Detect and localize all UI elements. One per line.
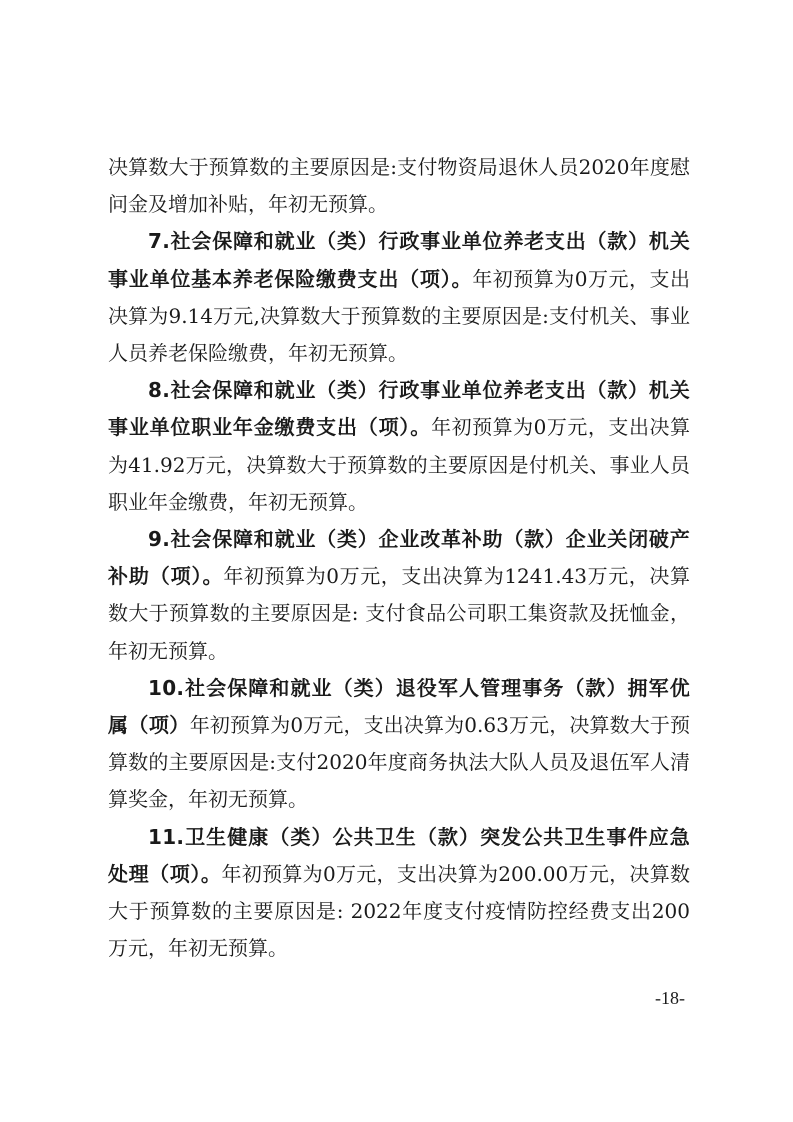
paragraph-item-7 [108, 223, 690, 372]
paragraph-item-11 [108, 819, 690, 968]
paragraph-heading: 11.卫生健康（类）公共卫生（款）突发公共卫生事件应急处理（项）。 [108, 824, 690, 886]
paragraph-text: 年初预算为0万元，支出决算为1241.43万元，决算数大于预算数的主要原因是: 支付食品公司职工集资款及抚恤金，年初无预算。 [108, 564, 690, 663]
paragraph-item-10 [108, 670, 690, 819]
document-body [108, 149, 690, 967]
paragraph-continuation [108, 149, 690, 223]
paragraph-item-9 [108, 521, 690, 670]
paragraph-heading: 7.社会保障和就业（类）行政事业单位养老支出（款）机关事业单位基本养老保险缴费支出（项）。 [108, 229, 690, 291]
paragraph-text: 年初预算为0万元，支出决算为9.14万元,决算数大于预算数的主要原因是:支付机关、事业人员养老保险缴费，年初无预算。 [108, 266, 690, 366]
page-number: -18- [655, 988, 685, 1008]
paragraph-heading: 10.社会保障和就业（类）退役军人管理事务（款）拥军优属（项） [108, 675, 690, 738]
paragraph-heading: 9.社会保障和就业（类）企业改革补助（款）企业关闭破产补助（项）。 [108, 527, 690, 589]
paragraph-text: 年初预算为0万元，支出决算为200.00万元，决算数大于预算数的主要原因是: 2022年度支付疫情防控经费支出200万元，年初无预算。 [108, 861, 690, 961]
paragraph-text: 决算数大于预算数的主要原因是:支付物资局退休人员2020年度慰问金及增加补贴，年初无预算。 [108, 155, 690, 217]
paragraph-text: 年初预算为0万元，支出决算为41.92万元，决算数大于预算数的主要原因是付机关、事业人员职业年金缴费，年初无预算。 [108, 415, 690, 514]
paragraph-text: 年初预算为0万元，支出决算为0.63万元，决算数大于预算数的主要原因是:支付2020年度商务执法大队人员及退伍军人清算奖金，年初无预算。 [108, 713, 690, 812]
paragraph-item-8 [108, 372, 690, 521]
paragraph-heading: 8.社会保障和就业（类）行政事业单位养老支出（款）机关事业单位职业年金缴费支出（项）。 [108, 378, 690, 440]
